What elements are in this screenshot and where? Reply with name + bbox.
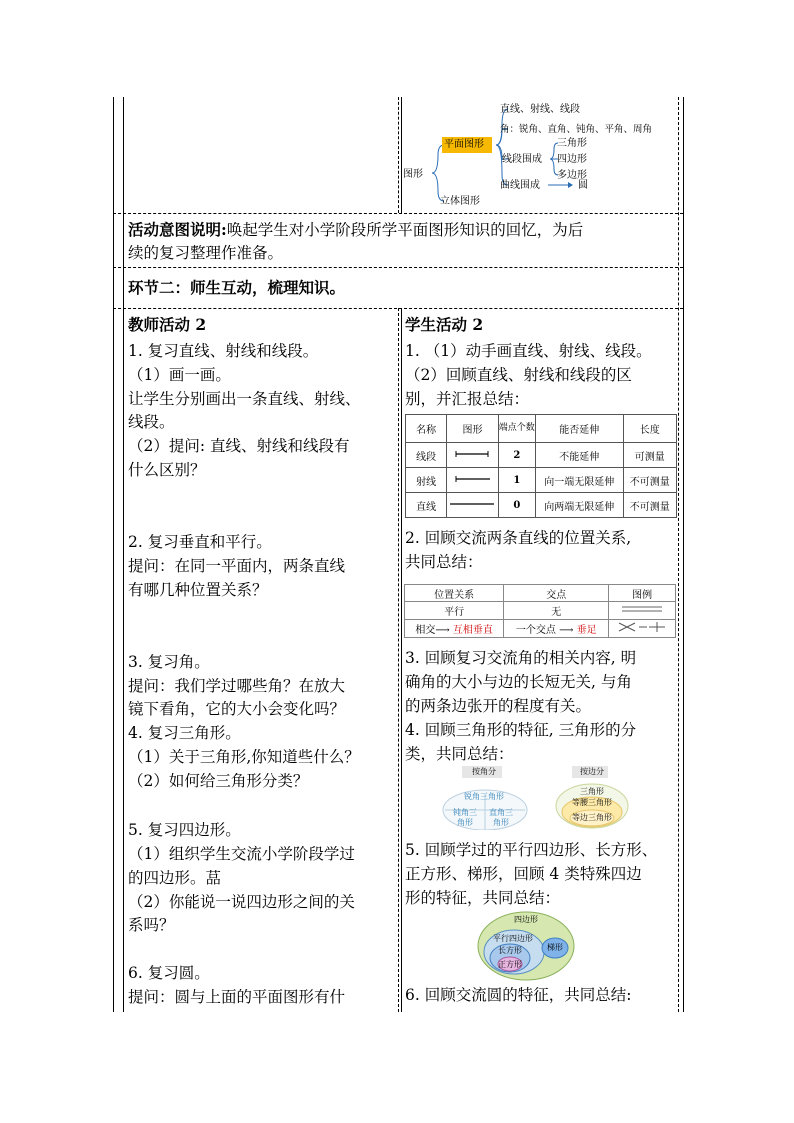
tri-angle-title: 按角分 (472, 767, 496, 776)
mindmap-segments: 线段围成 (502, 154, 542, 165)
table-border-left (113, 97, 114, 1012)
table-dash-right (678, 97, 679, 1012)
student-line: （2）回顾直线、射线和线段的区 (405, 366, 632, 384)
teacher-line: 提问：圆与上面的平面图形有什 (128, 988, 346, 1006)
teacher-line: 让学生分别画出一条直线、射线、 (128, 390, 361, 408)
tri-acute: 锐角三角形 (464, 792, 504, 801)
student-title: 学生活动 2 (405, 315, 484, 334)
mindmap-lines: 直线、射线、线段 (500, 104, 580, 115)
t1-cell: 向两端无限延伸 (535, 493, 623, 518)
mindmap-plane: 平面图形 (444, 139, 484, 150)
table-inner-left (123, 97, 124, 1012)
t1-header: 名称 (406, 415, 447, 443)
student-line: 的两条边张开的程度有关。 (405, 697, 592, 715)
student-line: 形的特征，共同总结： (405, 889, 561, 907)
tri-general: 三角形 (580, 787, 604, 796)
student-line: 正方形、梯形，回顾 4 类特殊四边 (405, 865, 642, 883)
teacher-line: 6. 复习圆。 (128, 964, 210, 982)
t1-cell: 0 (498, 493, 535, 518)
teacher-line: 提问：在同一平面内，两条直线 (128, 557, 346, 575)
section-title: 环节二：师生互动，梳理知识。 (128, 278, 346, 297)
teacher-title: 教师活动 2 (128, 315, 207, 334)
t2-point-cell: 一个交点 ⟶ 垂足 (504, 620, 609, 638)
quad-outer: 四边形 (514, 915, 538, 924)
quad-para: 平行四边形 (493, 934, 533, 943)
tri-side-title: 按边分 (580, 767, 604, 776)
t1-figure-segment (447, 443, 498, 468)
tri-isosceles: 等腰三角形 (572, 798, 612, 807)
t2-intersect-figure (609, 620, 676, 638)
row-divider-1 (113, 213, 683, 214)
t1-cell: 不能延伸 (535, 443, 623, 468)
table-inner-right (683, 97, 684, 1012)
col-solid (401, 308, 402, 1012)
intent-text-1: 唤起学生对小学阶段所学平面图形知识的回忆，为后 (226, 221, 584, 239)
t1-cell: 射线 (406, 468, 447, 493)
row-divider-3 (113, 308, 683, 309)
intent-line-2: 续的复习整理作准备。 (128, 244, 284, 262)
teacher-line: 的四边形。䓵 (128, 869, 222, 887)
teacher-line: （2）提问: 直线、射线和线段有 (128, 437, 350, 455)
quad-trap: 梯形 (547, 943, 563, 952)
teacher-line: 有哪几种位置关系？ (128, 581, 268, 599)
t1-figure-ray (447, 468, 498, 493)
student-line: 类，共同总结： (405, 745, 514, 763)
teacher-line: 2. 复习垂直和平行。 (128, 533, 272, 551)
teacher-line: （2）如何给三角形分类？ (128, 772, 309, 790)
teacher-line: （2）你能说一说四边形之间的关 (128, 893, 355, 911)
intent-label: 活动意图说明: (128, 220, 227, 239)
student-line: 1. （1）动手画直线、射线、线段。 (405, 342, 652, 360)
t2-cell: 平行 (405, 602, 504, 620)
teacher-line: （1）关于三角形,你知道些什么？ (128, 748, 360, 766)
student-line: 共同总结： (405, 553, 483, 571)
student-line: 4. 回顾三角形的特征, 三角形的分 (405, 721, 637, 739)
teacher-line: 镜下看角，它的大小会变化吗？ (128, 700, 346, 718)
t2-header: 交点 (504, 585, 609, 602)
teacher-line: 什么区别？ (128, 461, 206, 479)
teacher-line: 线段。 (128, 413, 175, 431)
teacher-line: 3. 复习角。 (128, 653, 210, 671)
student-line: 6. 回顾交流圆的特征，共同总结: (405, 986, 632, 1004)
teacher-line: 5. 复习四边形。 (128, 821, 241, 839)
t2-intersect-cell: 相交⟶ 互相垂直 (405, 620, 504, 638)
t1-header: 能否延伸 (535, 415, 623, 443)
t2-parallel-figure (609, 602, 676, 620)
student-line: 3. 回顾复习交流角的相关内容, 明 (405, 649, 637, 667)
mindmap-circle: 圆 (578, 180, 588, 191)
t1-cell: 向一端无限延伸 (535, 468, 623, 493)
tri-equilateral: 等边三角形 (572, 813, 612, 822)
t1-header: 图形 (447, 415, 498, 443)
t1-cell: 不可测量 (623, 493, 676, 518)
t1-header: 端点个数 (498, 415, 535, 443)
mindmap-shape-3: 多边形 (557, 170, 587, 181)
t1-cell: 2 (498, 443, 535, 468)
t2-cell: 无 (504, 602, 609, 620)
column-divider-top (398, 97, 399, 213)
t1-cell: 1 (498, 468, 535, 493)
t1-header: 长度 (623, 415, 676, 443)
mindmap-shape-1: 三角形 (557, 138, 587, 149)
t2-header: 位置关系 (405, 585, 504, 602)
t2-header: 图例 (609, 585, 676, 602)
teacher-line: （1）组织学生交流小学阶段学过 (128, 845, 355, 863)
line-comparison-table (405, 414, 677, 518)
quad-square: 正方形 (498, 960, 522, 969)
mindmap-shape-2: 四边形 (557, 154, 587, 165)
mindmap-curve: 曲线围成 (500, 180, 540, 191)
t1-cell: 线段 (406, 443, 447, 468)
tri-obtuse: 钝角三角形 (453, 808, 477, 827)
teacher-line: 系吗？ (128, 916, 175, 934)
t1-cell: 不可测量 (623, 468, 676, 493)
tri-right: 直角三角形 (489, 808, 513, 827)
student-line: 5. 回顾学过的平行四边形、长方形、 (405, 841, 658, 859)
teacher-line: 1. 复习直线、射线和线段。 (128, 342, 319, 360)
student-line: 2. 回顾交流两条直线的位置关系, (405, 529, 632, 547)
quad-rect: 长方形 (498, 946, 522, 955)
student-line: 别，并汇报总结： (405, 390, 530, 408)
teacher-line: （1）画一画。 (128, 366, 231, 384)
teacher-line: 提问：我们学过哪些角？在放大 (128, 677, 346, 695)
t1-figure-line (447, 493, 498, 518)
intent-line-1 (128, 218, 583, 242)
mindmap-root: 图形 (403, 169, 423, 180)
mindmap-solid: 立体图形 (440, 196, 480, 207)
mindmap-angles: 角：锐角、直角、钝角、平角、周角 (500, 124, 653, 135)
student-line: 确角的大小与边的长短无关, 与角 (405, 673, 632, 691)
position-relation-table (404, 584, 676, 638)
column-divider (398, 308, 399, 1012)
row-divider-2 (113, 267, 683, 268)
t1-cell: 直线 (406, 493, 447, 518)
t1-cell: 可测量 (623, 443, 676, 468)
teacher-line: 4. 复习三角形。 (128, 724, 241, 742)
